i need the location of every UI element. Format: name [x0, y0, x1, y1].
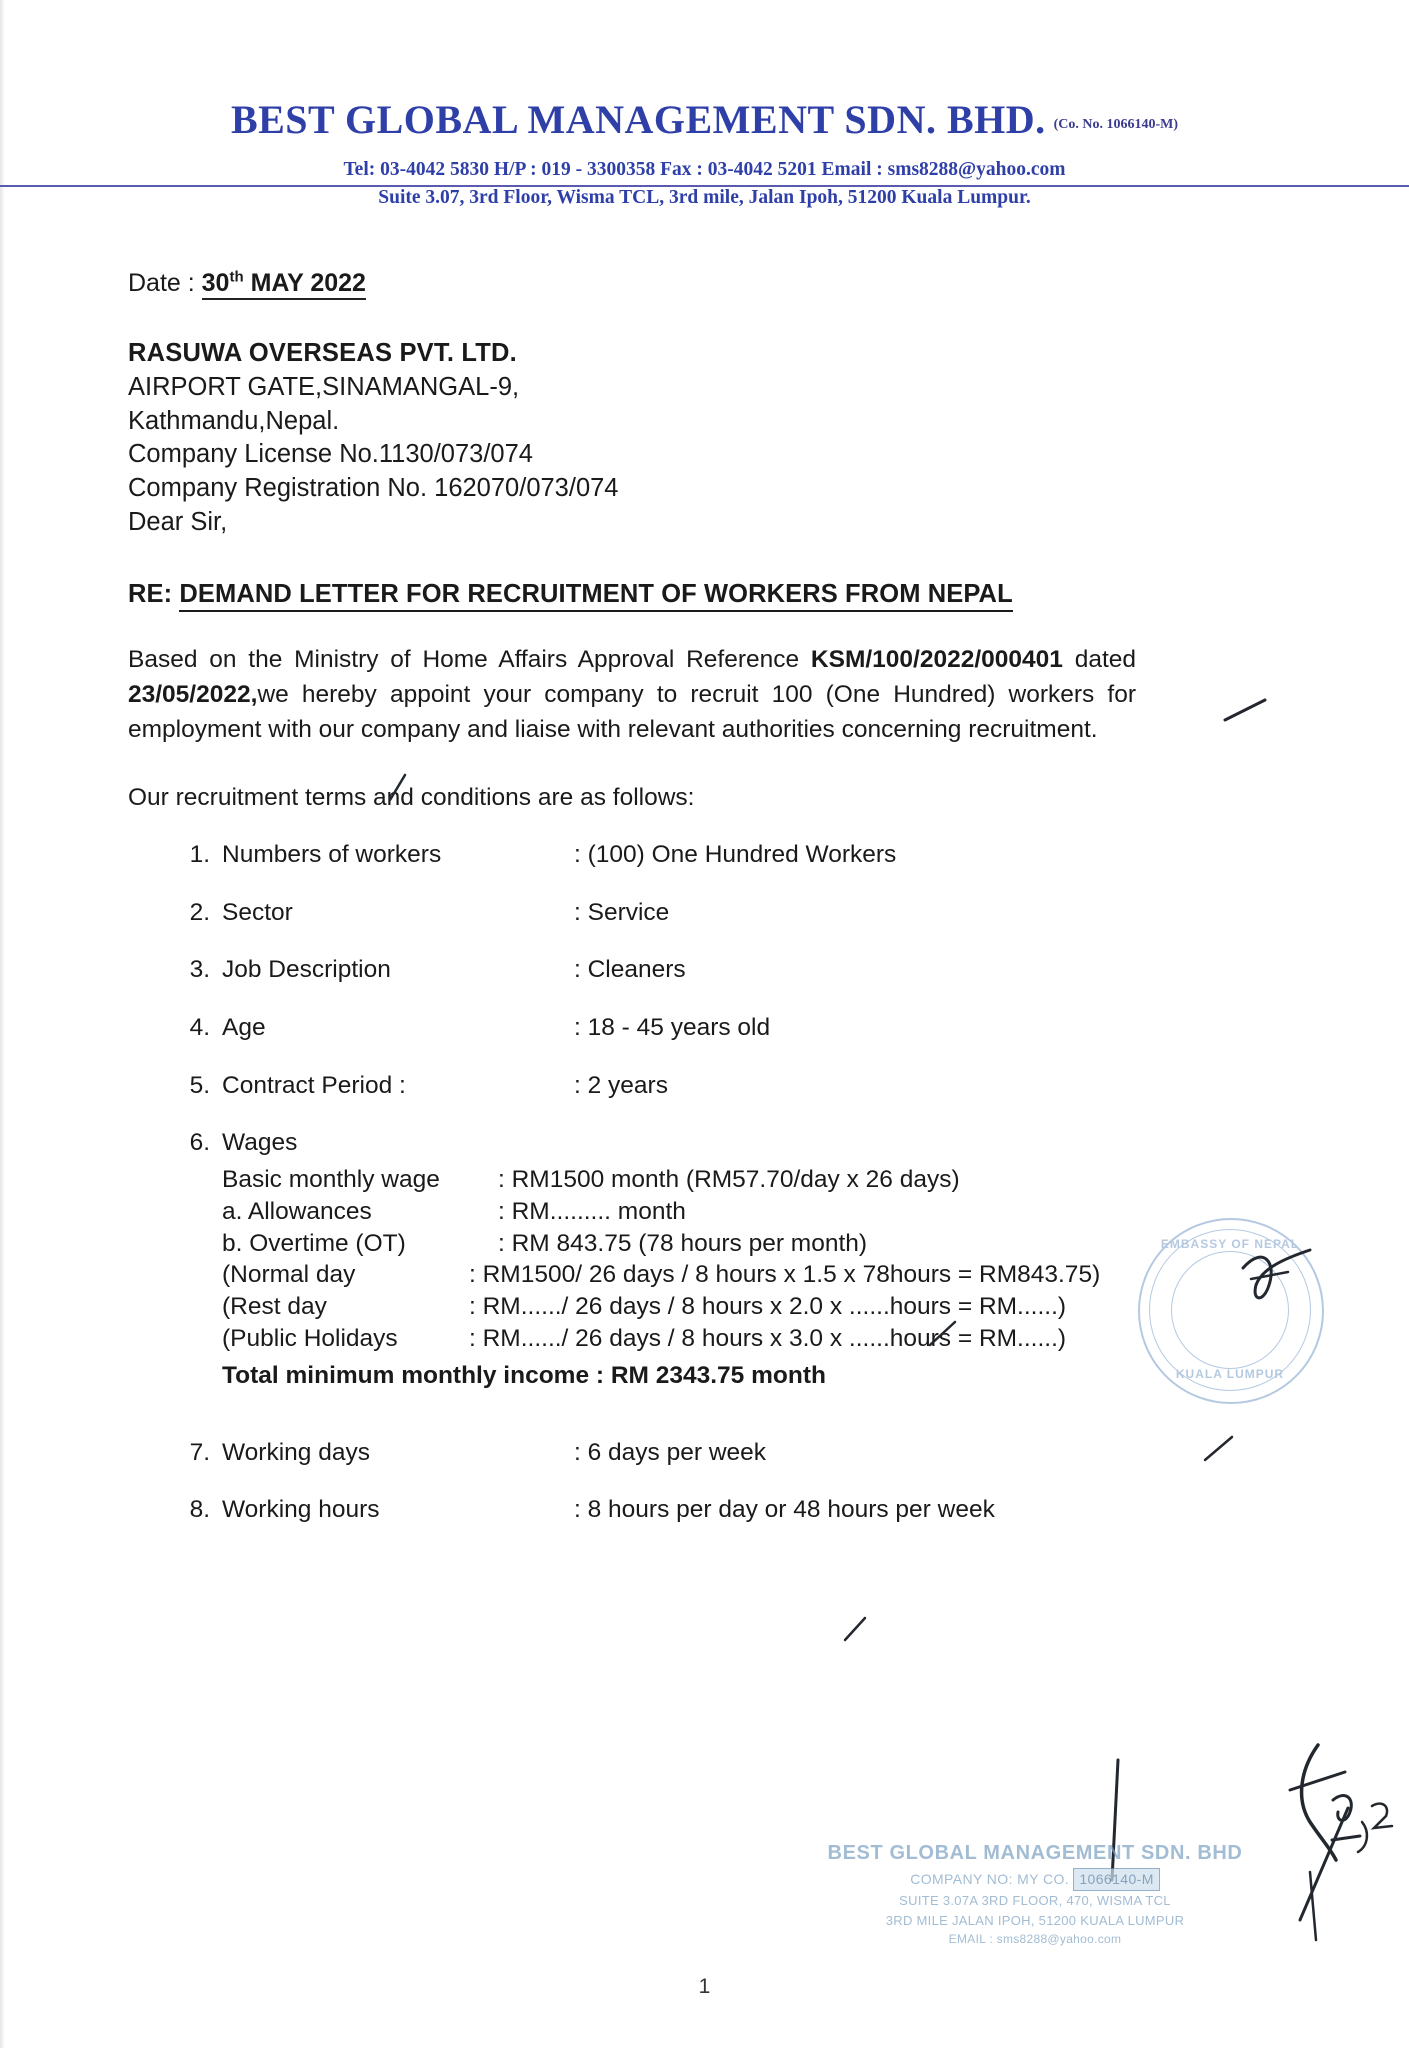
- subject-label: RE:: [128, 580, 180, 609]
- wage-label: a. Allowances: [222, 1197, 372, 1225]
- term-number: 1.: [189, 841, 210, 869]
- term-value: : Cleaners: [574, 956, 686, 984]
- approval-reference: KSM/100/2022/000401: [810, 646, 1063, 674]
- intro-paragraph: [128, 643, 1136, 747]
- term-value: : 8 hours per day or 48 hours per week: [574, 1496, 995, 1524]
- term-number: 5.: [189, 1071, 210, 1099]
- subject-line: [128, 579, 1278, 611]
- letterhead-address: Suite 3.07, 3rd Floor, Wisma TCL, 3rd mile, Jalan Ipoh, 51200 Kuala Lumpur.: [378, 187, 1031, 208]
- term-value: : 18 - 45 years old: [574, 1013, 771, 1041]
- wage-value: : RM1500 month (RM57.70/day x 26 days): [498, 1165, 960, 1193]
- term-row: [168, 1071, 1278, 1102]
- letterhead: [0, 96, 1409, 209]
- wages-heading-row: [168, 1128, 1278, 1159]
- wage-calc-label: (Public Holidays: [222, 1325, 398, 1353]
- wage-calc-line: [222, 1324, 1278, 1354]
- stamp-company-address-2: 3RD MILE JALAN IPOH, 51200 KUALA LUMPUR: [885, 1912, 1185, 1928]
- terms-list: [168, 840, 1278, 1526]
- wage-line: [222, 1229, 1278, 1259]
- date-day: 30: [201, 269, 230, 297]
- subject-title: DEMAND LETTER FOR RECRUITMENT OF WORKERS FROM NEPAL: [179, 580, 1012, 612]
- wage-calc-value: : RM1500/ 26 days / 8 hours x 1.5 x 78hours = RM843.75): [469, 1261, 1101, 1289]
- embassy-stamp: [1135, 1215, 1325, 1405]
- term-number: 7.: [189, 1438, 210, 1466]
- date-rest: MAY 2022: [243, 269, 366, 297]
- term-label: Age: [222, 1013, 266, 1041]
- term-label: Numbers of workers: [222, 841, 442, 869]
- recipient-license: Company License No.1130/073/074: [128, 440, 533, 469]
- term-value: : (100) One Hundred Workers: [574, 841, 897, 869]
- wage-line: [222, 1197, 1278, 1227]
- salutation: Dear Sir,: [128, 507, 228, 536]
- letterhead-divider: [0, 185, 1409, 187]
- scan-edge: [0, 0, 5, 2048]
- term-row: [168, 898, 1278, 929]
- wages-heading: Wages: [222, 1129, 298, 1157]
- paragraph-part-2: dated: [1062, 646, 1137, 674]
- wage-label: b. Overtime (OT): [222, 1229, 406, 1257]
- wage-calc-line: [222, 1292, 1278, 1322]
- term-label: Sector: [222, 898, 293, 926]
- paragraph-part-1: Based on the Ministry of Home Affairs Approval Reference: [128, 646, 811, 674]
- term-row: [168, 840, 1278, 871]
- term-row: [168, 1013, 1278, 1044]
- term-label: Working hours: [222, 1496, 380, 1524]
- stamp-company-email: EMAIL : sms8288@yahoo.com: [948, 1932, 1122, 1946]
- term-row: [168, 1495, 1278, 1526]
- company-number: (Co. No. 1066140-M): [1053, 117, 1179, 132]
- company-rubber-stamp: [800, 1838, 1270, 1948]
- recipient-address-1: AIRPORT GATE,SINAMANGAL-9,: [128, 372, 520, 401]
- term-value: : Service: [574, 898, 670, 926]
- date-value: [202, 269, 366, 300]
- wage-value: : RM 843.75 (78 hours per month): [498, 1229, 868, 1257]
- term-number: 6.: [189, 1129, 210, 1157]
- wage-calc-label: (Normal day: [222, 1261, 356, 1289]
- date-line: [128, 268, 1278, 299]
- stamp-company-address-1: SUITE 3.07A 3RD FLOOR, 470, WISMA TCL: [899, 1893, 1171, 1908]
- term-number: 2.: [189, 898, 210, 926]
- stamp-company-number-prefix: COMPANY NO: MY CO.: [910, 1871, 1070, 1887]
- wage-calc-value: : RM....../ 26 days / 8 hours x 3.0 x ......hours = RM......): [469, 1325, 1067, 1353]
- recipient-registration: Company Registration No. 162070/073/074: [128, 473, 619, 502]
- term-label: Contract Period :: [222, 1071, 406, 1099]
- date-suffix: th: [229, 268, 244, 286]
- stamp-company-number-value: 1066140-M: [1073, 1868, 1159, 1891]
- term-row: [168, 1438, 1278, 1469]
- recipient-name: RASUWA OVERSEAS PVT. LTD.: [128, 339, 517, 368]
- terms-list-late: [168, 1438, 1278, 1526]
- wage-calc-line: [222, 1260, 1278, 1290]
- date-label: Date :: [128, 269, 202, 297]
- paragraph-part-3: we hereby appoint your company to recruit 100 (One Hundred) workers for employment with our company and liaise with relevant authorities concerning recruitment.: [128, 680, 1136, 743]
- wage-calc-value: : RM....../ 26 days / 8 hours x 2.0 x ......hours = RM......): [469, 1293, 1067, 1321]
- terms-intro: Our recruitment terms and conditions are as follows:: [128, 784, 695, 812]
- embassy-stamp-bottom-text: KUALA LUMPUR: [1175, 1367, 1285, 1381]
- approval-date: 23/05/2022,: [128, 680, 258, 708]
- total-minimum-income: Total minimum monthly income : RM 2343.75 month: [222, 1362, 826, 1390]
- stamp-company-number-line: [800, 1868, 1270, 1891]
- page-number: 1: [698, 1975, 711, 1998]
- term-number: 3.: [189, 956, 210, 984]
- term-number: 4.: [189, 1013, 210, 1041]
- term-row: [168, 955, 1278, 986]
- term-value: : 6 days per week: [574, 1438, 767, 1466]
- wage-line: [222, 1165, 1278, 1195]
- stamp-company-name: BEST GLOBAL MANAGEMENT SDN. BHD: [827, 1842, 1243, 1864]
- recipient-block: [128, 337, 1278, 539]
- letter-body: [128, 268, 1278, 1553]
- term-value: : 2 years: [574, 1071, 668, 1099]
- wages-detail: [222, 1165, 1278, 1392]
- company-name: BEST GLOBAL MANAGEMENT SDN. BHD.: [230, 97, 1046, 142]
- term-label: Working days: [222, 1438, 370, 1466]
- wage-value: : RM......... month: [498, 1197, 686, 1225]
- letterhead-contact: Tel: 03-4042 5830 H/P : 019 - 3300358 Fax : 03-4042 5201 Email : sms8288@yahoo.com: [343, 159, 1066, 180]
- recipient-address-2: Kathmandu,Nepal.: [128, 406, 340, 435]
- embassy-stamp-top-text: EMBASSY OF NEPAL: [1160, 1237, 1300, 1251]
- wage-label: Basic monthly wage: [222, 1165, 440, 1193]
- wage-calc-label: (Rest day: [222, 1293, 327, 1321]
- term-number: 8.: [189, 1496, 210, 1524]
- term-label: Job Description: [222, 956, 391, 984]
